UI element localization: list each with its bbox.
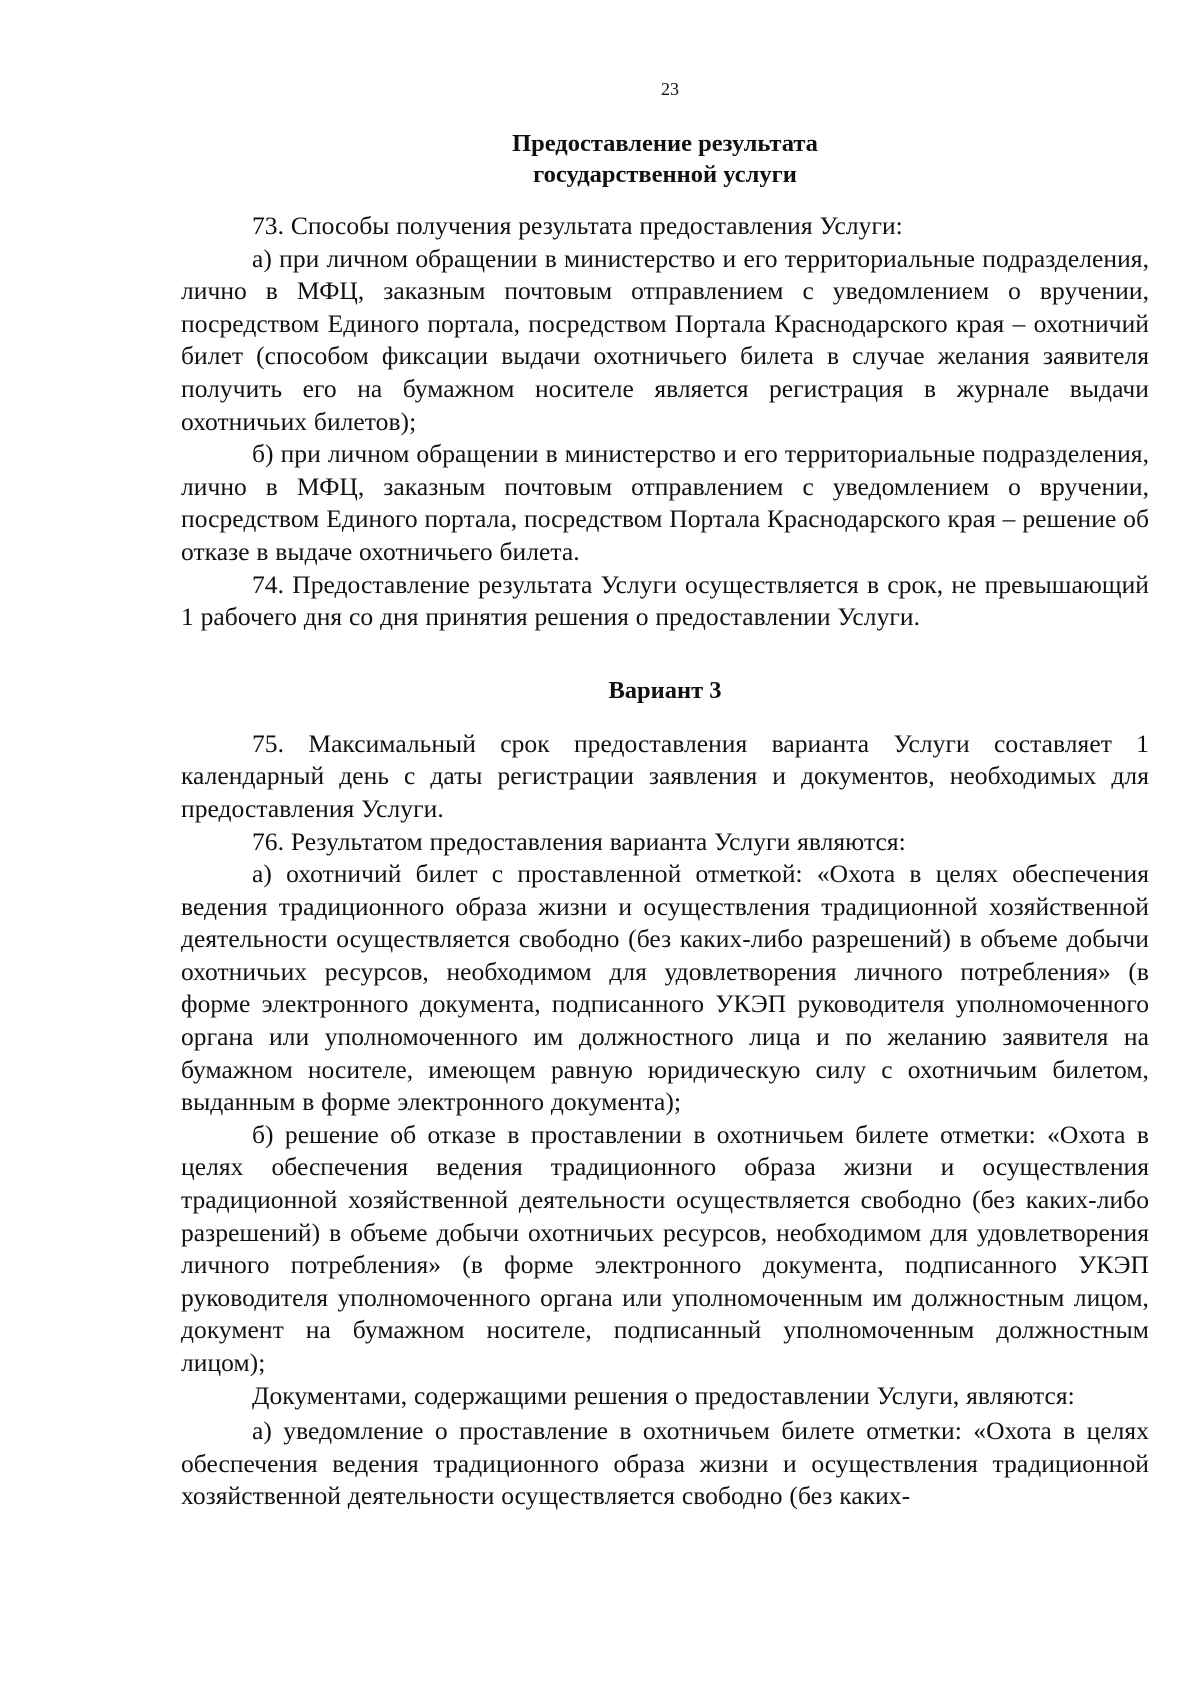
paragraph-73: 73. Способы получения результата предоставления Услуги: bbox=[252, 211, 903, 240]
paragraph-74: 74. Предоставление результата Услуги осуществляется в срок, не превышающий 1 рабочего дня со дня принятия решения о предоставлении Услуги. bbox=[181, 569, 1149, 632]
paragraph-76-b: б) решение об отказе в проставлении в охотничьем билете отметки: «Охота в целях обеспечения ведения традиционного образа жизни и осуществления традиционной хозяйственной деятельности осуществляется свободно (без каких-либо разрешений) в объеме добычи охотничьих ресурсов, необходимом для удовлетворения личного потребления» (в форме электронного документа, подписанного УКЭП руководителя уполномоченного органа или уполномоченным им должностным лицом, документ на бумажном носителе, подписанный уполномоченным должностным лицом); bbox=[181, 1119, 1149, 1377]
section-heading-line-2: государственной услуги bbox=[533, 161, 797, 188]
paragraph-75: 75. Максимальный срок предоставления варианта Услуги составляет 1 календарный день с даты регистрации заявления и документов, необходимых для предоставления Услуги. bbox=[181, 728, 1149, 823]
paragraph-decision-documents-a: а) уведомление о проставление в охотничьем билете отметки: «Охота в целях обеспечения ведения традиционного образа жизни и осуществления традиционной хозяйственной деятельности осуществляется свободно (без каких- bbox=[181, 1416, 1149, 1511]
paragraph-76: 76. Результатом предоставления варианта Услуги являются: bbox=[252, 826, 906, 856]
paragraph-decision-documents: Документами, содержащими решения о предоставлении Услуги, являются: bbox=[252, 1380, 1075, 1410]
document-body bbox=[181, 128, 1149, 1513]
paragraph-76-a: а) охотничий билет с проставленной отметкой: «Охота в целях обеспечения ведения традиционного образа жизни и осуществления традиционной хозяйственной деятельности осуществляется свободно (без каких-либо разрешений) в объеме добычи охотничьих ресурсов, необходимом для удовлетворения личного потребления» (в форме электронного документа, подписанного УКЭП руководителя уполномоченного органа или уполномоченного им должностного лица и по желанию заявителя на бумажном носителе, имеющем равную юридическую силу с охотничьим билетом, выданным в форме электронного документа); bbox=[181, 859, 1149, 1117]
page-number: 23 bbox=[661, 79, 679, 99]
paragraph-73-a: а) при личном обращении в министерство и его территориальные подразделения, лично в МФЦ, заказным почтовым отправлением с уведомлением о вручении, посредством Единого портала, посредством Портала Краснодарского края – охотничий билет (способом фиксации выдачи охотничьего билета в случае желания заявителя получить его на бумажном носителе является регистрация в журнале выдачи охотничьих билетов); bbox=[181, 243, 1149, 436]
spacer bbox=[181, 190, 1149, 210]
section-heading-line-1: Предоставление результата bbox=[512, 130, 818, 157]
section-heading-variant-3: Вариант 3 bbox=[608, 676, 722, 704]
section-heading-result bbox=[181, 128, 1149, 190]
paragraph-73-b: б) при личном обращении в министерство и его территориальные подразделения, лично в МФЦ, заказным почтовым отправлением с уведомлением о вручении, посредством Единого портала, посредством Портала Краснодарского края – решение об отказе в выдаче охотничьего билета. bbox=[181, 439, 1149, 566]
